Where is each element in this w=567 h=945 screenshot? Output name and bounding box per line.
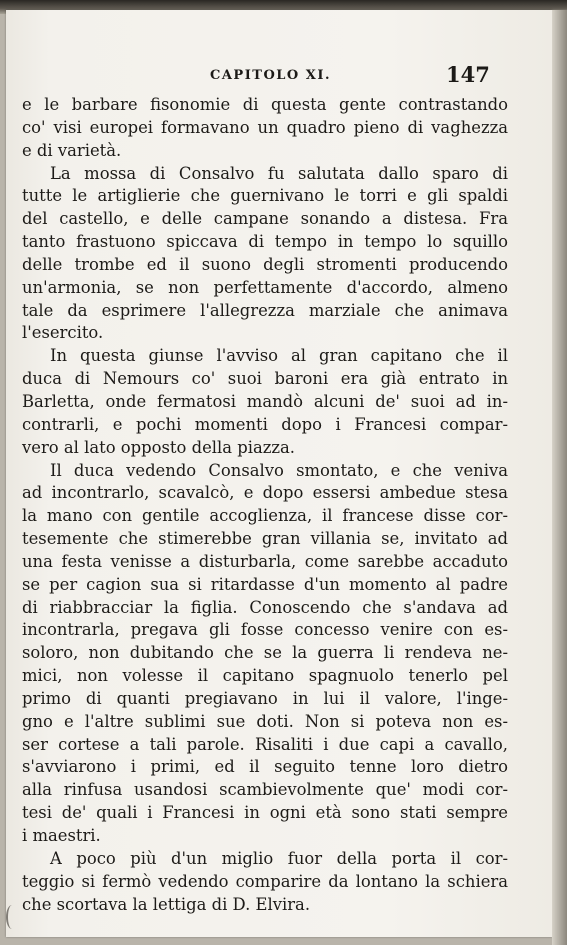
text-line: teggio si fermò vedendo comparire da lontano la schiera (22, 871, 508, 891)
text-line: delle trombe ed il suono degli stromenti producendo (22, 254, 508, 274)
text-line: mici, non volesse il capitano spagnuolo tenerlo pel (22, 666, 508, 686)
text-line: che scortava la lettiga di D. Elvira. (22, 894, 311, 914)
text-line: di riabbracciar la figlia. Conoscendo che s'andava ad (22, 597, 508, 617)
text-line: soloro, non dubitando che se la guerra li rendeva ne- (22, 643, 508, 663)
text-line: tesi de' quali i Francesi in ogni età sono stati sempre (22, 803, 508, 823)
text-line: ad incontrarlo, scavalcò, e dopo essersi ambedue stesa (22, 483, 508, 503)
text-line: A poco più d'un miglio fuor della porta il cor- (50, 848, 508, 868)
page-number: 147 (446, 62, 490, 87)
text-line: primo di quanti pregiavano in lui il valore, l'inge- (22, 688, 508, 708)
paragraph (22, 345, 508, 459)
text-line: tutte le artiglierie che guernivano le torri e gli spaldi (22, 186, 508, 206)
page-body-text (22, 94, 508, 916)
text-line: s'avviarono i primi, ed il seguito tenne loro dietro (22, 757, 508, 777)
text-line: tanto frastuono spiccava di tempo in tempo lo squillo (22, 232, 508, 252)
text-line: una festa venisse a disturbarla, come sarebbe accaduto (22, 551, 508, 571)
text-line: La mossa di Consalvo fu salutata dallo sparo di (50, 163, 508, 183)
paragraph (22, 94, 508, 163)
text-line: e di varietà. (22, 140, 122, 160)
text-line: incontrarla, pregava gli fosse concesso venire con es- (22, 620, 508, 640)
book-right-edge (552, 10, 567, 945)
chapter-heading: CAPITOLO XI. (210, 68, 331, 83)
text-line: Barletta, onde fermatosi mandò alcuni de' suoi ad in- (22, 391, 508, 411)
running-header (0, 62, 567, 92)
text-line: ser cortese a tali parole. Risaliti i due capi a cavallo, (22, 734, 508, 754)
text-line: e le barbare fisonomie di questa gente contrastando (22, 95, 508, 114)
paragraph (22, 848, 508, 917)
text-line: l'esercito. (22, 323, 104, 343)
text-line: vero al lato opposto della piazza. (22, 437, 295, 457)
text-line: alla rinfusa usandosi scambievolmente que' modi cor- (22, 780, 508, 800)
text-line: Il duca vedendo Consalvo smontato, e che veniva (50, 460, 508, 480)
text-line: gno e l'altre sublimi sue doti. Non si poteva non es- (22, 711, 508, 731)
text-line: la mano con gentile accoglienza, il francese disse cor- (22, 506, 508, 526)
text-line: duca di Nemours co' suoi baroni era già entrato in (22, 369, 508, 389)
text-line: contrarli, e pochi momenti dopo i Francesi compar- (22, 414, 508, 434)
text-line: In questa giunse l'avviso al gran capitano che il (50, 346, 508, 366)
text-line: del castello, e delle campane sonando a distesa. Fra (22, 209, 508, 229)
text-line: se per cagion sua si ritardasse d'un momento al padre (22, 574, 508, 594)
page-mark (6, 905, 18, 929)
paragraph (22, 163, 508, 346)
text-line: co' visi europei formavano un quadro pieno di vaghezza (22, 117, 508, 137)
paragraph (22, 460, 508, 848)
text-line: un'armonia, se non perfettamente d'accordo, almeno (22, 277, 508, 297)
text-line: tale da esprimere l'allegrezza marziale che animava (22, 300, 508, 320)
text-line: i maestri. (22, 826, 101, 845)
text-line: tesemente che stimerebbe gran villania se, invitato ad (22, 529, 508, 549)
